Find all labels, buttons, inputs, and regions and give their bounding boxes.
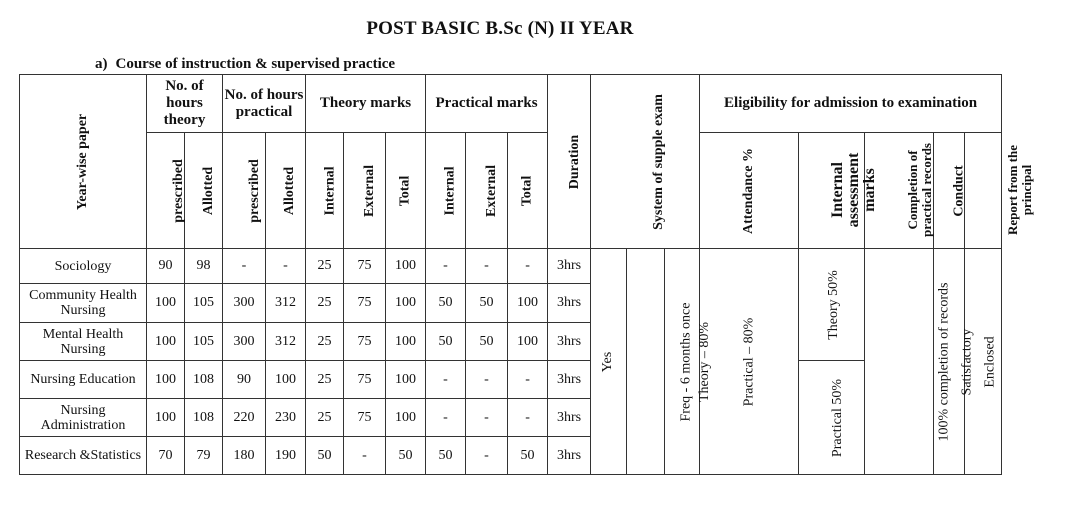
header-practical-prescribed: prescribed	[223, 133, 266, 249]
cell: 108	[185, 361, 223, 399]
cell: 105	[185, 323, 223, 361]
header-duration: Duration	[548, 75, 591, 249]
cell: 50	[508, 437, 548, 475]
section-subtitle	[95, 56, 395, 73]
page-title: POST BASIC B.Sc (N) II YEAR	[366, 18, 634, 39]
header-hours-practical: No. of hours practical	[223, 75, 306, 133]
cell: 50	[466, 323, 508, 361]
cell: 100	[386, 361, 426, 399]
cell: -	[426, 361, 466, 399]
header-eligibility: Eligibility for admission to examination	[700, 75, 1002, 133]
cell: 3hrs	[548, 323, 591, 361]
cell: 100	[147, 323, 185, 361]
cell: 300	[223, 323, 266, 361]
conduct-value: Satisfactory	[934, 249, 965, 475]
cell: 50	[426, 284, 466, 323]
cell: 70	[147, 437, 185, 475]
cell: 100	[386, 399, 426, 437]
cell: 100	[147, 399, 185, 437]
subtitle-label: a)	[95, 56, 108, 72]
cell: 300	[223, 284, 266, 323]
header-practical-internal: Internal	[426, 133, 466, 249]
cell: 190	[266, 437, 306, 475]
cell: -	[344, 437, 386, 475]
header-attendance: Attendance %	[700, 133, 799, 249]
cell: 3hrs	[548, 399, 591, 437]
cell: 90	[223, 361, 266, 399]
cell: -	[223, 249, 266, 284]
header-conduct: Conduct	[934, 133, 965, 249]
header-practical-total: Total	[508, 133, 548, 249]
cell: 25	[306, 284, 344, 323]
header-practical-external: External	[466, 133, 508, 249]
header-supple-exam: System of supple exam	[591, 75, 700, 249]
header-theory-total: Total	[386, 133, 426, 249]
cell: 100	[386, 249, 426, 284]
table-row	[20, 249, 1002, 284]
supple-frequency: Freq - 6 months once	[627, 249, 665, 475]
header-practical-marks: Practical marks	[426, 75, 548, 133]
header-theory-prescribed: prescribed	[147, 133, 185, 249]
completion-records: 100% completion of records	[865, 249, 934, 475]
course-table	[19, 74, 1035, 475]
cell: 100	[147, 284, 185, 323]
header-practical-allotted: Allotted	[266, 133, 306, 249]
cell: 312	[266, 284, 306, 323]
cell: -	[508, 249, 548, 284]
cell: 90	[147, 249, 185, 284]
cell: 75	[344, 399, 386, 437]
header-row-2	[20, 133, 1002, 249]
supple-theory: Theory – 80%	[665, 249, 700, 475]
header-theory-external: External	[344, 133, 386, 249]
cell: -	[508, 361, 548, 399]
cell: 25	[306, 399, 344, 437]
cell: 75	[344, 284, 386, 323]
cell: 100	[266, 361, 306, 399]
cell: 75	[344, 323, 386, 361]
paper-name: Research &Statistics	[20, 437, 147, 475]
assessment-theory: Theory 50%	[799, 249, 865, 361]
header-report-principal: Report from the principal	[965, 133, 1002, 249]
header-year-wise-paper: Year-wise paper	[20, 75, 147, 249]
cell: -	[466, 361, 508, 399]
table-row	[20, 361, 1002, 399]
cell: 25	[306, 361, 344, 399]
supple-yes: Yes	[591, 249, 627, 475]
cell: 79	[185, 437, 223, 475]
cell: 3hrs	[548, 249, 591, 284]
cell: 3hrs	[548, 284, 591, 323]
cell: 100	[386, 284, 426, 323]
cell: 230	[266, 399, 306, 437]
paper-name: Nursing Administration	[20, 399, 147, 437]
cell: 220	[223, 399, 266, 437]
cell: 50	[426, 323, 466, 361]
paper-name: Community Health Nursing	[20, 284, 147, 323]
cell: -	[426, 399, 466, 437]
header-internal-assessment: Internal assessment marks	[799, 133, 865, 249]
cell: 100	[508, 284, 548, 323]
cell: 100	[508, 323, 548, 361]
header-theory-marks: Theory marks	[306, 75, 426, 133]
cell: -	[266, 249, 306, 284]
header-completion-records: Completion of practical records	[865, 133, 934, 249]
cell: 3hrs	[548, 361, 591, 399]
cell: 75	[344, 249, 386, 284]
cell: -	[466, 437, 508, 475]
paper-name: Mental Health Nursing	[20, 323, 147, 361]
cell: -	[426, 249, 466, 284]
cell: 100	[386, 323, 426, 361]
cell: 50	[306, 437, 344, 475]
header-hours-theory: No. of hours theory	[147, 75, 223, 133]
cell: 100	[147, 361, 185, 399]
cell: -	[508, 399, 548, 437]
paper-name: Nursing Education	[20, 361, 147, 399]
report-value: Enclosed	[965, 249, 1002, 475]
cell: 50	[466, 284, 508, 323]
cell: 312	[266, 323, 306, 361]
cell: 3hrs	[548, 437, 591, 475]
paper-name: Sociology	[20, 249, 147, 284]
cell: 75	[344, 361, 386, 399]
subtitle-text: Course of instruction & supervised practice	[115, 56, 396, 72]
cell: 25	[306, 249, 344, 284]
cell: 50	[426, 437, 466, 475]
header-theory-internal: Internal	[306, 133, 344, 249]
cell: -	[466, 399, 508, 437]
cell: -	[466, 249, 508, 284]
cell: 180	[223, 437, 266, 475]
cell: 50	[386, 437, 426, 475]
assessment-practical: Practical 50%	[799, 361, 865, 475]
header-row-1	[20, 75, 1002, 133]
attendance-practical: Practical – 80%	[700, 249, 799, 475]
cell: 25	[306, 323, 344, 361]
cell: 98	[185, 249, 223, 284]
header-theory-allotted: Allotted	[185, 133, 223, 249]
cell: 105	[185, 284, 223, 323]
cell: 108	[185, 399, 223, 437]
